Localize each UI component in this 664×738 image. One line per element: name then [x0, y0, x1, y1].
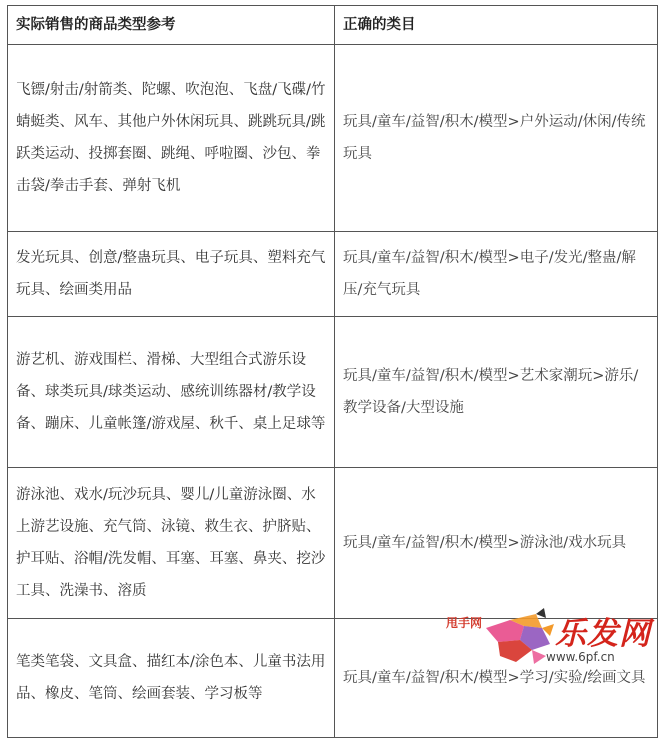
- products-cell: 飞镖/射击/射箭类、陀螺、吹泡泡、飞盘/飞碟/竹蜻蜓类、风车、其他户外休闲玩具、跳跳玩具/跳跃类运动、投掷套圈、跳绳、呼啦圈、沙包、拳击袋/拳击手套、弹射飞机: [8, 45, 335, 232]
- watermark-url: www.6pf.cn: [546, 650, 615, 664]
- category-cell: 玩具/童车/益智/积木/模型>电子/发光/整蛊/解压/充气玩具: [335, 232, 658, 317]
- header-category: 正确的类目: [335, 6, 658, 45]
- table-header-row: [8, 6, 658, 45]
- products-cell: 发光玩具、创意/整蛊玩具、电子玩具、塑料充气玩具、绘画类用品: [8, 232, 335, 317]
- watermark: [440, 606, 664, 670]
- table-row: [8, 45, 658, 232]
- table-row: [8, 468, 658, 619]
- category-cell: 玩具/童车/益智/积木/模型>游泳池/戏水玩具: [335, 468, 658, 619]
- watermark-shop-label: 甩手网: [446, 616, 483, 630]
- category-cell: 玩具/童车/益智/积木/模型>艺术家潮玩>游乐/教学设备/大型设施: [335, 317, 658, 468]
- category-cell: 玩具/童车/益智/积木/模型>学习/实验/绘画文具: [335, 619, 658, 738]
- products-cell: 游泳池、戏水/玩沙玩具、婴儿/儿童游泳圈、水上游艺设施、充气筒、泳镜、救生衣、护脐贴、护耳贴、浴帽/洗发帽、耳塞、耳塞、鼻夹、挖沙工具、洗澡书、溶质: [8, 468, 335, 619]
- table-row: [8, 232, 658, 317]
- products-cell: 游艺机、游戏围栏、滑梯、大型组合式游乐设备、球类玩具/球类运动、感统训练器材/教学设备、蹦床、儿童帐篷/游戏屋、秋千、桌上足球等: [8, 317, 335, 468]
- table-row: [8, 317, 658, 468]
- products-cell: 笔类笔袋、文具盒、描红本/涂色本、儿童书法用品、橡皮、笔筒、绘画套装、学习板等: [8, 619, 335, 738]
- category-cell: 玩具/童车/益智/积木/模型>户外运动/休闲/传统玩具: [335, 45, 658, 232]
- header-products: 实际销售的商品类型参考: [8, 6, 335, 45]
- watermark-brand: 乐发网: [555, 616, 651, 652]
